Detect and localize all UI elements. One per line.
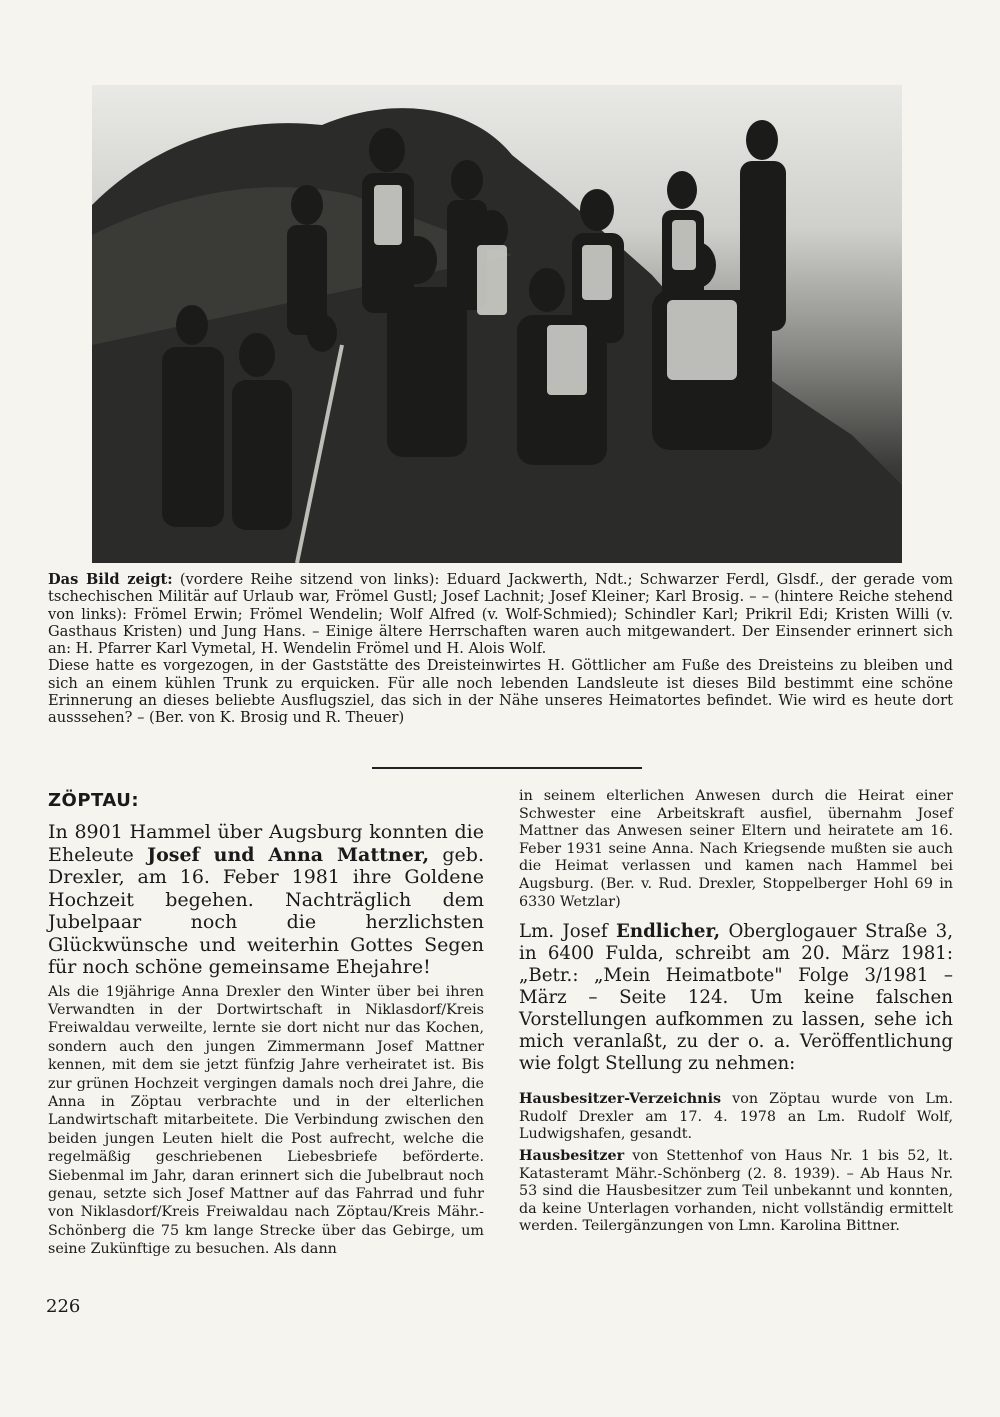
endlicher-paragraph	[519, 921, 953, 1075]
lead-paragraph	[48, 821, 484, 979]
left-column	[48, 790, 484, 1259]
endlicher-text-b: Oberglogauer Straße 3, in 6400 Fulda, schreibt am 20. März 1981: „Betr.: „Mein Heimatbote" Folge 3/1981 – März – Seite 124. Um keine falschen Vorstellungen aufkommen zu lassen, sehe ich mich veranlaßt, zu der o. a. Veröffentlichung wie folgt Stellung zu nehmen:	[519, 921, 953, 1075]
section-title: ZÖPTAU:	[48, 790, 140, 811]
hausbesitzer-paragraph	[519, 1148, 953, 1235]
endlicher-name: Endlicher,	[616, 921, 721, 943]
caption-text: (vordere Reihe sitzend von links): Eduard Jackwerth, Ndt.; Schwarzer Ferdl, Glsdf., der gerade vom tschechischen Militär auf Urlaub war, Frömel Gustl; Josef Lachnit; Josef Kleiner; Karl Brosig. – – (hintere Reiche stehend von links): Frömel Erwin; Frömel Wendelin; Wolf Alfred (v. Wolf-Schmied); Schindler Karl; Prikril Edi; Kristen Willi (v. Gasthaus Kristen) und Jung Hans. – Einige ältere Herrschaften waren auch mitgewandert. Der Einsender erinnert sich an: H. Pfarrer Karl Vymetal, H. Wendelin Frömel und H. Alois Wolf.	[48, 571, 953, 658]
page-number: 226	[46, 1296, 81, 1317]
lead-names: Josef und Anna Mattner,	[147, 843, 430, 866]
lead-text-b: geb. Drexler, am 16. Feber 1981 ihre Goldene Hochzeit begehen. Nachträglich dem Jubelpaar noch die herzlichsten Glückwünsche und weiterhin Gottes Segen für noch schöne gemeinsame Ehejahre!	[48, 843, 484, 978]
group-photograph	[92, 85, 902, 563]
continuation-paragraph: in seinem elterlichen Anwesen durch die Heirat einer Schwester eine Arbeitskraft ausfiel, übernahm Josef Mattner das Anwesen seiner Eltern und heiratete am 16. Feber 1931 seine Anna. Nach Kriegsende mußten sie auch die Heimat verlassen und kamen nach Hammel bei Augsburg. (Ber. v. Rud. Drexler, Stoppelberger Hohl 69 in 6330 Wetzlar)	[519, 788, 953, 910]
body-paragraph: Als die 19jährige Anna Drexler den Winter über bei ihren Verwandten in der Dortwirtschaft in Niklasdorf/Kreis Freiwaldau verweilte, lernte sie dort nicht nur das Kochen, sondern auch den jungen Zimmermann Josef Mattner kennen, mit dem sie jetzt fünfzig Jahre verheiratet ist. Bis zur grünen Hochzeit vergingen damals noch drei Jahre, die Anna in Zöptau verbrachte und in der elterlichen Landwirtschaft mitarbeitete. Die Verbindung zwischen den beiden jungen Leuten hielt die Post aufrecht, welche die regelmäßig geschriebenen Liebesbriefe beförderte. Siebenmal im Jahr, daran erinnert sich die Jubelbraut noch genau, setzte sich Josef Mattner auf das Fahrrad und fuhr von Niklasdorf/Kreis Freiwaldau nach Zöptau/Kreis Mähr.-Schönberg die 75 km lange Strecke über das Gebirge, um seine Zukünftige zu besuchen. Als dann	[48, 983, 484, 1258]
photo-caption	[48, 571, 953, 727]
verzeichnis-text: von Zöptau wurde von Lm. Rudolf Drexler am 17. 4. 1978 an Lm. Rudolf Wolf, Ludwigshafen, gesandt.	[519, 1091, 953, 1142]
caption-text-2: Diese hatte es vorgezogen, in der Gaststätte des Dreisteinwirtes H. Göttlicher am Fuße des Dreisteins zu bleiben und sich an einem kühlen Trunk zu erquicken. Für alle noch lebenden Landsleute ist dieses Bild bestimmt eine schöne Erinnerung an dieses beliebte Ausflugsziel, das sich in der Nähe unseres Heimatortes befindet. Wie wird es heute dort ausssehen? – (Ber. von K. Brosig und R. Theuer)	[48, 657, 953, 727]
photo-illustration	[92, 85, 902, 563]
lead-text-a: In 8901 Hammel über Augsburg konnten die Eheleute	[48, 821, 484, 866]
hausbesitzer-heading: Hausbesitzer	[519, 1148, 625, 1165]
section-divider	[372, 767, 642, 769]
right-column	[519, 788, 953, 1240]
caption-lead: Das Bild zeigt:	[48, 571, 173, 588]
verzeichnis-paragraph	[519, 1091, 953, 1143]
verzeichnis-heading: Hausbesitzer-Verzeichnis	[519, 1091, 722, 1108]
hausbesitzer-text: von Stettenhof von Haus Nr. 1 bis 52, lt. Katasteramt Mähr.-Schönberg (2. 8. 1939). – Ab Haus Nr. 53 sind die Hausbesitzer zum Teil unbekannt und konnten, da keine Unterlagen vorhanden, nicht vollständig ermittelt werden. Teilergänzungen von Lmn. Karolina Bittner.	[519, 1148, 953, 1234]
endlicher-text-a: Lm. Josef	[519, 921, 616, 943]
